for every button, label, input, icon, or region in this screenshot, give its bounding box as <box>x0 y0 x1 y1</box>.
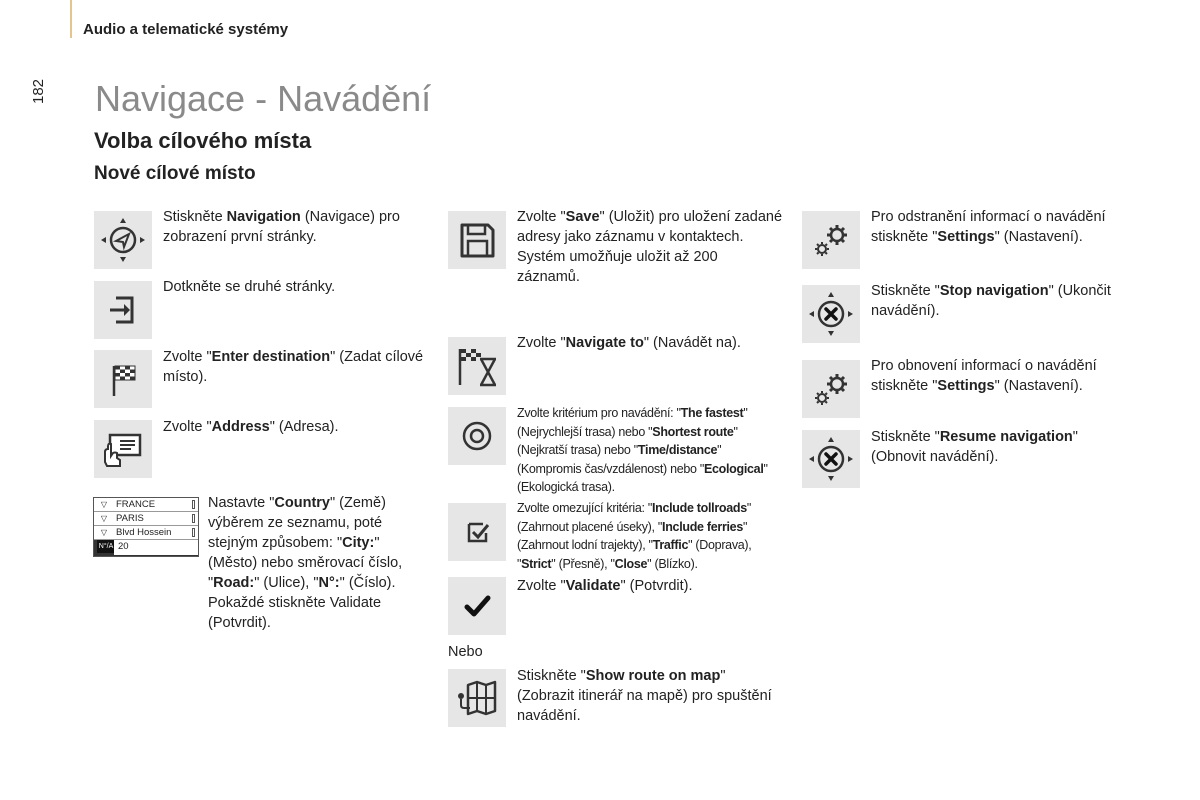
navigation-arrows-icon <box>94 211 152 269</box>
step-country: Nastavte "Country" (Země) výběrem ze seznamu, poté stejným způsobem: "City:" (Město) nebo směrovací číslo, "Road:" (Ulice), "N°:" (Číslo). Pokaždé stiskněte Validate (Potvrdit). <box>208 495 403 631</box>
stop-navigation-icon <box>802 285 860 343</box>
address-card-icon <box>94 420 152 478</box>
step-route-criteria: Zvolte kritérium pro navádění: "The fastest" (Nejrychlejší trasa) nebo "Shortest route" (Nejkratší trasa) nebo "Time/distance" (Kompromis čas/vzdálenost) nebo "Ecological" (Ekologická trasa). <box>517 406 768 494</box>
next-page-icon <box>94 281 152 339</box>
section-title: Audio a telematické systémy <box>83 21 289 38</box>
address-form-image <box>93 497 199 557</box>
form-row: N°/A 20 <box>94 540 198 556</box>
route-map-icon <box>448 669 506 727</box>
step-settings-restore: Pro obnovení informací o navádění stiskněte "Settings" (Nastavení). <box>871 358 1097 394</box>
form-row: ▽ FRANCE <box>94 498 198 512</box>
settings-gears-icon <box>802 211 860 269</box>
section-heading: Volba cílového místa <box>94 128 312 153</box>
page-title: Navigace - Navádění <box>95 78 432 119</box>
page-number: 182 <box>30 78 47 104</box>
step-restrictions: Zvolte omezující kritéria: "Include tollroads" (Zahrnout placené úseky), "Include ferries" (Zahrnout lodní trajekty), "Traffic" (Doprava), "Strict" (Přesně), "Close" (Blízko). <box>517 501 752 571</box>
step-address: Zvolte "Address" (Adresa). <box>163 419 339 435</box>
step-navigation: Stiskněte Navigation (Navigace) pro zobrazení první stránky. <box>163 209 400 245</box>
checkmark-icon <box>448 577 506 635</box>
form-row: ▽ PARIS <box>94 512 198 526</box>
settings-gears-icon <box>802 360 860 418</box>
step-enter-destination: Zvolte "Enter destination" (Zadat cílové místo). <box>163 349 424 385</box>
step-show-route: Stiskněte "Show route on map" (Zobrazit itinerář na mapě) pro spuštění navádění. <box>517 668 772 724</box>
flag-hourglass-icon <box>448 337 506 395</box>
form-row: ▽ Blvd Hossein <box>94 526 198 540</box>
step-navigate-to: Zvolte "Navigate to" (Navádět na). <box>517 335 741 351</box>
resume-navigation-icon <box>802 430 860 488</box>
step-resume-navigation: Stiskněte "Resume navigation" (Obnovit navádění). <box>871 429 1078 465</box>
floppy-disk-icon <box>448 211 506 269</box>
step-validate: Zvolte "Validate" (Potvrdit). <box>517 578 693 594</box>
target-circle-icon <box>448 407 506 465</box>
step-stop-navigation: Stiskněte "Stop navigation" (Ukončit navádění). <box>871 283 1111 319</box>
page-header <box>0 0 1200 40</box>
step-settings-remove: Pro odstranění informací o navádění stiskněte "Settings" (Nastavení). <box>871 209 1106 245</box>
step-save: Zvolte "Save" (Uložit) pro uložení zadané adresy jako záznamu v kontaktech. Systém umožňuje uložit až 200 záznamů. <box>517 209 783 285</box>
step-second-page: Dotkněte se druhé stránky. <box>163 279 336 295</box>
subsection-heading: Nové cílové místo <box>94 163 256 184</box>
header-rule <box>70 0 72 38</box>
checkbox-icon <box>448 503 506 561</box>
or-text: Nebo <box>448 644 483 660</box>
checkered-flag-icon <box>94 350 152 408</box>
